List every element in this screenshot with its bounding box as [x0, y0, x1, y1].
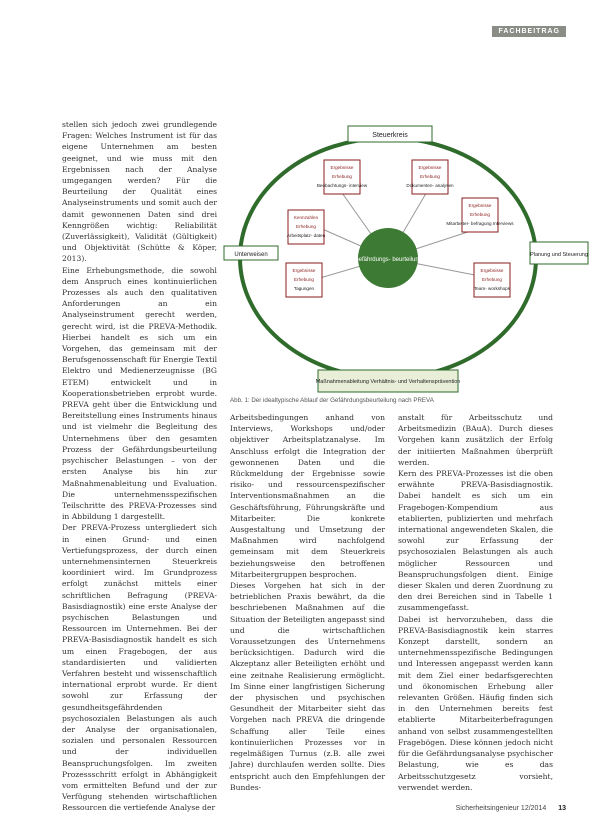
fig-node-text: Erhebung: [296, 224, 316, 229]
fig-node-text: Erhebung: [482, 277, 502, 282]
text-column-3: [398, 412, 553, 802]
fig-node-text: Ergebnisse: [292, 268, 316, 273]
page-number: 13: [558, 805, 566, 812]
fig-node-text: Team- workshops: [474, 286, 510, 291]
section-label: FACHBEITRAG: [492, 26, 566, 37]
text-column-1: [62, 119, 217, 813]
fig-node-text: Erhebung: [332, 174, 352, 179]
paragraph: Dieses Vorgehen hat sich in der betrieblichen Praxis bewährt, da die beschriebenen Maßnahmen auf die Situation der Beteiligten angepasst sind und die wirtschaftlichen Voraussetzungen des Unternehmens berücksichtigen. Dadurch wird die Akzeptanz aller Beteiligten erhöht und eine zeitnahe Realisierung ermöglicht. Im Sinne einer langfristigen Sicherung der physischen und psychischen Gesundheit der Mitarbeiter sieht das Vorgehen nach PREVA die dringende Schaffung aller Teile eines kontinuierlichen Prozesses vor in regelmäßigen Turnus (z.B. alle zwei Jahre) durchlaufen werden sollte. Dies entspricht auch den Empfehlungen der Bundes-: [230, 581, 385, 792]
fig-node-0: [317, 160, 368, 194]
fig-node-text: Tagungen: [293, 286, 315, 291]
paragraph: Der PREVA-Prozess untergliedert sich in einen Grund- und einen Vertiefungsprozess, der durch einen unternehmensinternen Steuerkreis koordiniert wird. Im Grundprozess erfolgt zunächst mittels einer schriftlichen Befragung (PREVA-Basisdiagnostik) eine erste Analyse der psychischen Belastungen und Ressourcen im Unternehmen. Bei der PREVA-Basisdiagnostik handelt es sich um einen Fragebogen, der aus standardisierten und validierten Verfahren besteht und wissenschaftlich international erprobt wurde. Er dient sowohl zur Erfassung der gesundheitsgefährdenden psychosozialen Belastungen als auch der Analyse der organisationalen, sozialen und personalen Ressourcen und der individuellen Beanspruchungsfolgen. Im zweiten Prozessschritt erfolgt in Abhängigkeit vom ermittelten Befund und der zur Verfügung stehenden wirtschaftlichen Ressourcen die vertiefende Analyse der: [62, 523, 217, 813]
fig-right: Planung und Steuerung: [530, 252, 588, 258]
fig-node-text: Ergebnisse: [480, 268, 504, 273]
fig-left: Unterweisen: [234, 252, 268, 258]
fig-node-text: Ergebnisse: [330, 165, 354, 170]
fig-node-text: Ergebnisse: [468, 203, 492, 208]
paragraph: Arbeitsbedingungen anhand von Interviews, Workshops und/oder objektiver Arbeitsplatzanalyse. Im Anschluss erfolgt die Integration der gewonnenen Daten und die Rückmeldung der Ergebnisse sowie risiko- und ressourcenspezifischer Interventionsmaßnahmen an die Geschäftsführung, Führungskräfte und Mitarbeiter. Die konkrete Ausgestaltung und Umsetzung der Maßnahmen wird nachfolgend gemeinsam mit dem Steuerkreis beziehungsweise den betroffenen Mitarbeitergruppen besprochen.: [230, 413, 385, 579]
fig-node-1: [406, 160, 454, 194]
fig-node-text: Ergebnisse: [418, 165, 442, 170]
fig-node-5: [474, 263, 511, 297]
paragraph: anstalt für Arbeitsschutz und Arbeitsmedizin (BAuA). Durch dieses Vorgehen kann zusätzlich der Erfolg der initiierten Maßnahmen überprüft werden.: [398, 413, 553, 467]
fig-center: Gefährdungs- beurteilung: [353, 257, 423, 263]
fig-node-text: Kennzahlen: [293, 215, 319, 220]
preva-process-figure: [228, 118, 588, 396]
fig-node-2: [287, 210, 326, 244]
paragraph: Kern des PREVA-Prozesses ist die oben erwähnte PREVA-Basisdiagnostik. Dabei handelt es sich um ein Fragebogen-Kompendium aus etablierten, publizierten und mehrfach international angewendeten Skalen, die sowohl zur Erfassung der psychosozialen Belastungen als auch möglicher Ressourcen und Beanspruchungsfolgen dient. Einige dieser Skalen und deren Zuordnung zu den drei Bereichen sind in Tabelle 1 zusammengefasst.: [398, 469, 553, 613]
paragraph: Dabei ist hervorzuheben, dass die PREVA-Basisdiagnostik kein starres Konzept darstellt, sondern an unternehmensspezifische Bedingungen und Interessen angepasst werden kann mit dem Ziel einer bedarfsgerechten und ökonomischen Erhebung aller relevanten Größen. Häufig finden sich in den Unternehmen bereits fest etablierte Mitarbeiterbefragungen anhand von selbst zusammengestellten Fragebögen. Diese können jedoch nicht für die Gefährdungsanalyse psychischer Belastung, wie es das Arbeitsschutzgesetz vorsieht, verwendet werden.: [398, 614, 554, 792]
fig-node-text: Beobachtungs- interview: [316, 183, 368, 188]
text-column-2: [230, 412, 385, 802]
figure-caption: Abb. 1: Der idealtypische Ablauf der Gefährdungsbeurteilung nach PREVA: [230, 397, 434, 404]
paragraph: Eine Erhebungsmethode, die sowohl dem Anspruch eines kontinuierlichen Prozesses als auch den qualitativen Anforderungen an ein Analyseinstrument gerecht werden, gerecht wird, ist die PREVA-Methodik. Hierbei handelt es sich um ein Vorgehen, das gemeinsam mit der Berufsgenossenschaft für Energie Textil Elektro und Medienerzeugnisse (BG ETEM) entwickelt und in Kooperationsbetrieben erprobt wurde. PREVA geht über die Entwicklung und Bereitstellung eines Instruments hinaus und ist vielmehr die Begleitung des Unternehmens über den gesamten Prozess der Gefährdungsbeurteilung psychischer Belastungen – von der ersten Analyse bis hin zur Maßnahmenableitung und Evaluation. Die unternehmensspezifischen Teilschritte des PREVA-Prozesses sind in Abbildung 1 dargestellt.: [62, 265, 217, 522]
fig-node-text: Dokumenten- analysen: [406, 183, 454, 188]
fig-node-text: Erhebung: [470, 212, 490, 217]
fig-node-text: Mitarbeiter- befragung Interviews: [446, 221, 514, 226]
paragraph: stellen sich jedoch zwei grundlegende Fragen: Welches Instrument ist für das eigene Unternehmen am besten geeignet, und wie muss mit den Ergebnissen nach der Analyse umgegangen werden? Für die Beurteilung der Qualität eines Analyseinstruments und somit auch der damit gewonnenen Daten sind drei Kenngrößen wichtig: Reliabilität (Zuverlässigkeit), Validität (Gültigkeit) und Objektivität (Schütte & Köper, 2013).: [62, 120, 217, 264]
page-footer: [456, 805, 566, 812]
fig-node-text: Arbeitsplatz- daten: [286, 233, 326, 238]
fig-node-4: [286, 263, 322, 297]
fig-node-text: Erhebung: [294, 277, 314, 282]
fig-bottom: Maßnahmenableitung Verhältnis- und Verhaltensprävention: [315, 379, 461, 385]
journal-name: Sicherheitsingenieur 12/2014: [455, 805, 547, 812]
fig-top: Steuerkreis: [372, 132, 408, 139]
fig-node-text: Erhebung: [420, 174, 440, 179]
